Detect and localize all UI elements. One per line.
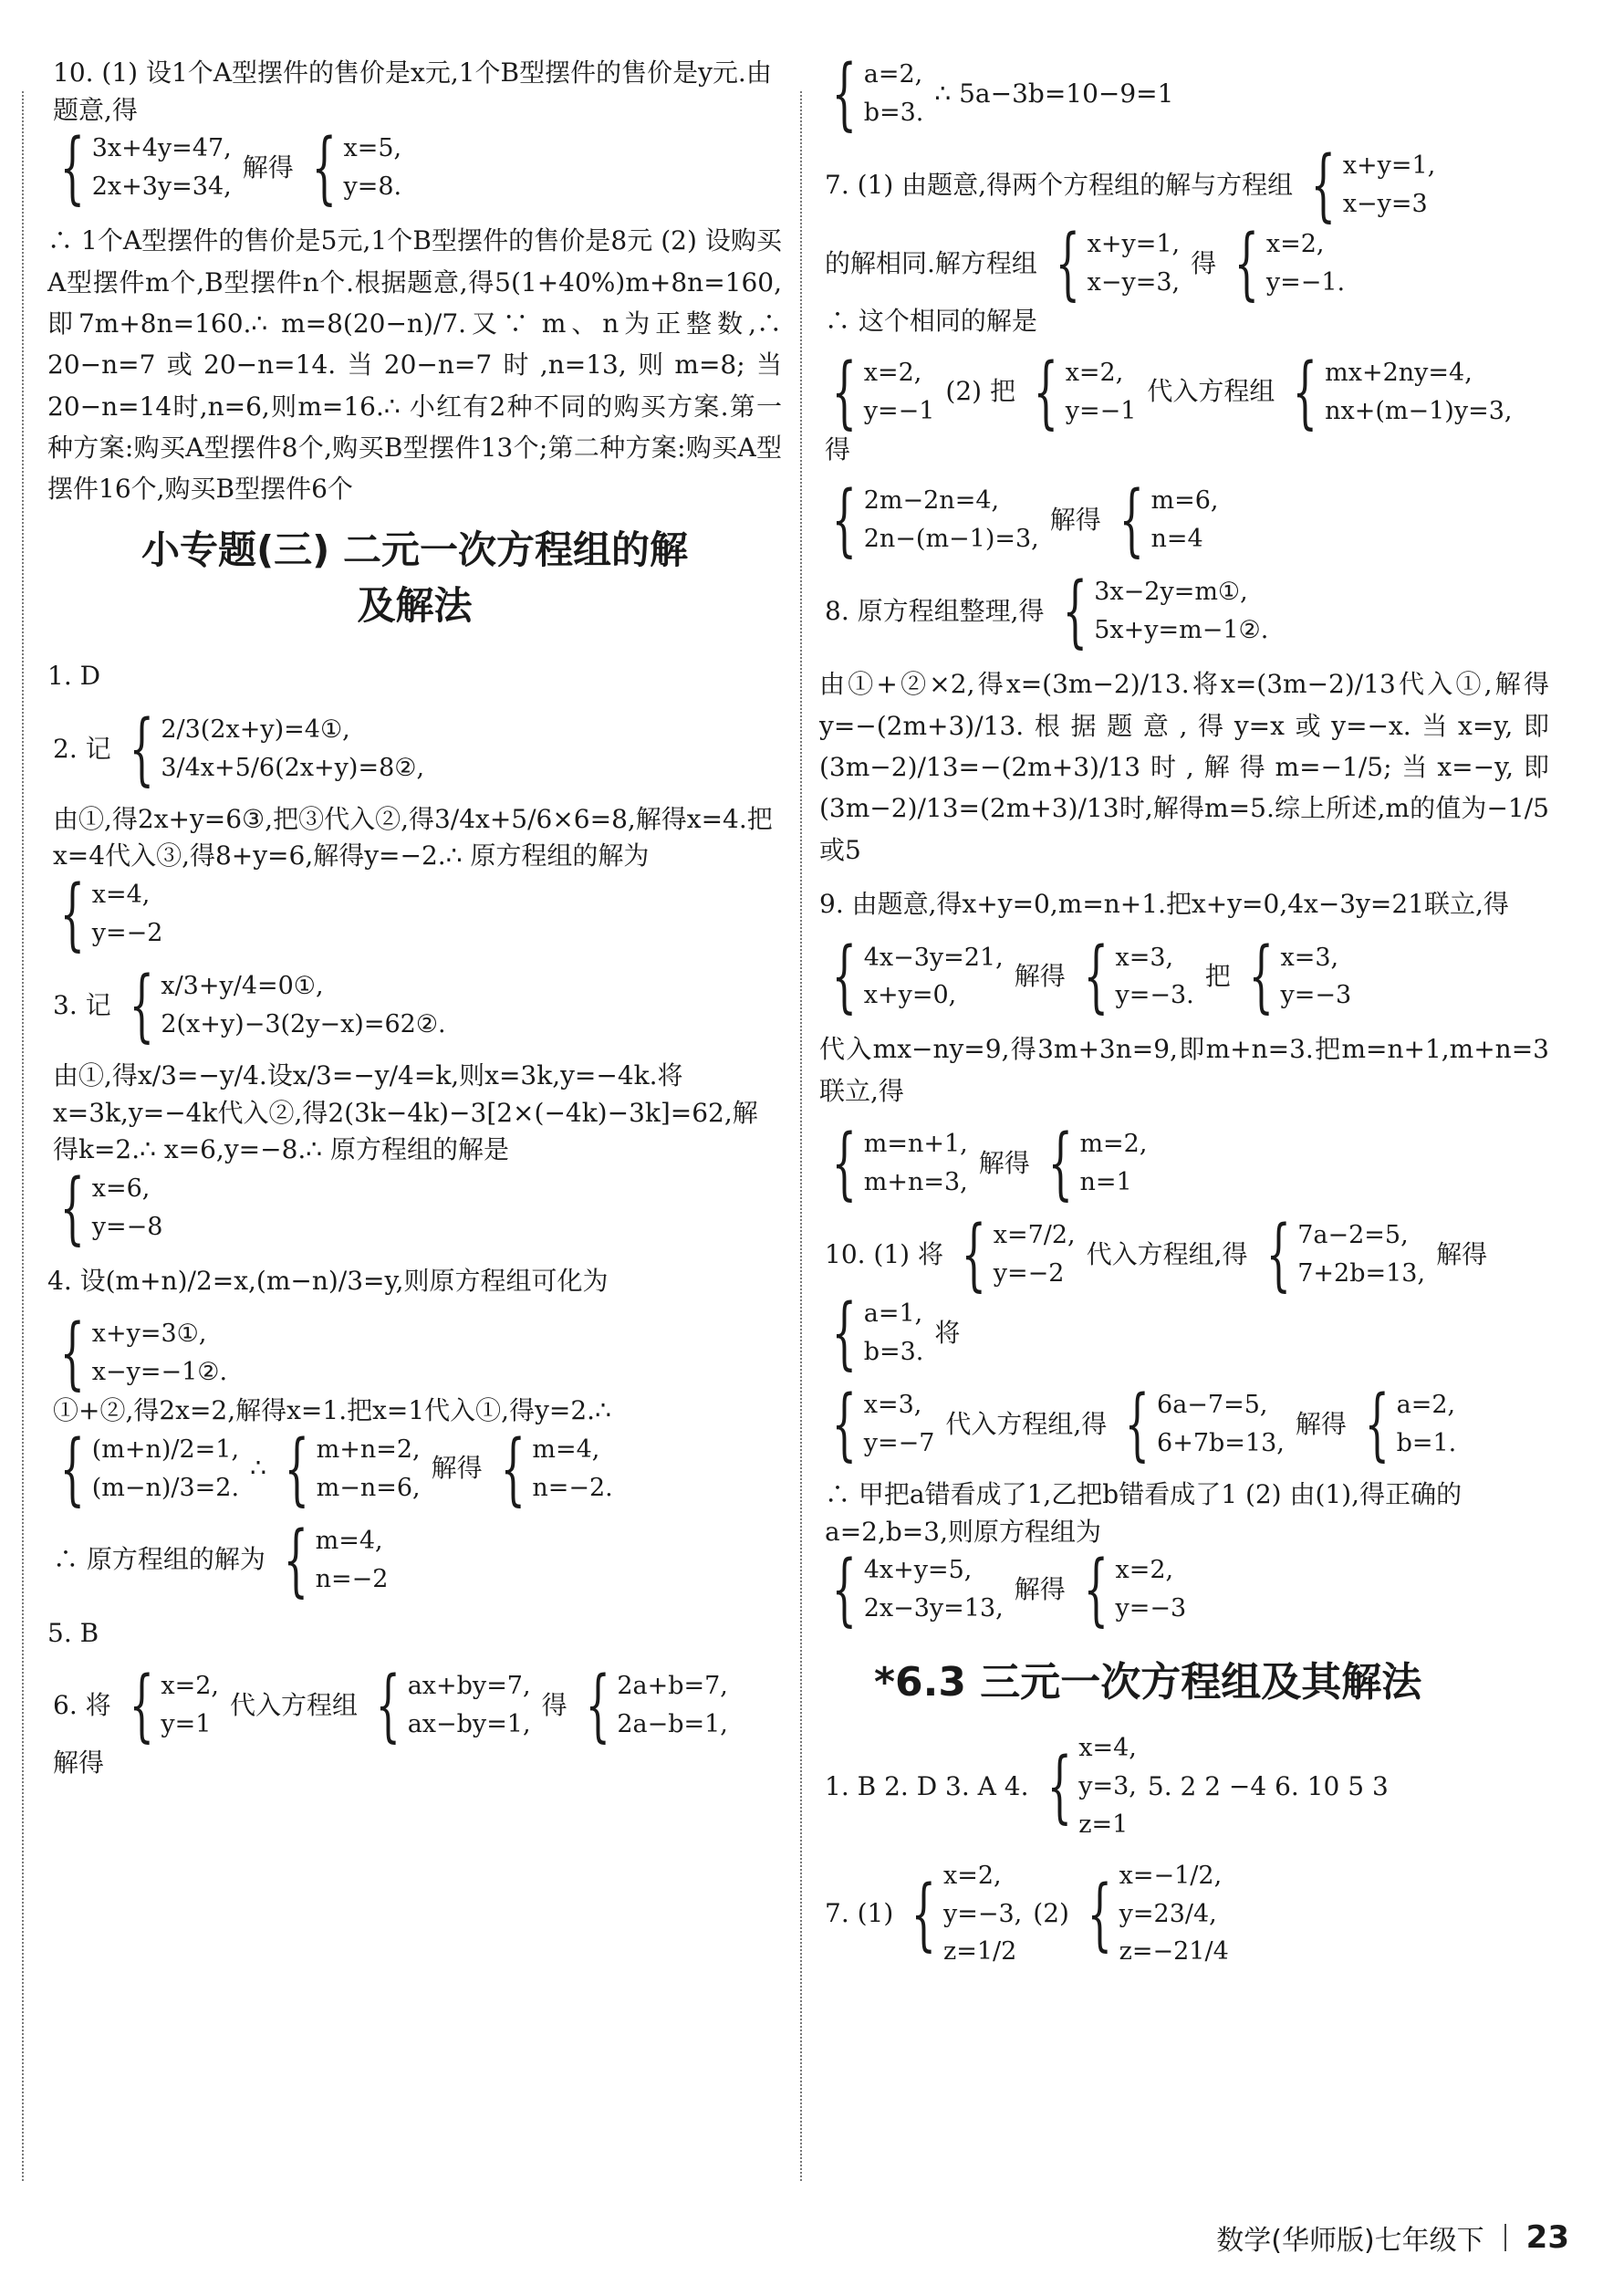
equation-solution: { x=−1/2, y=23/4, z=−21/4 — [1087, 1861, 1229, 1967]
section-title: 小专题(三) 二元一次方程组的解 及解法 — [141, 527, 688, 628]
equation-system: { 4x+y=5, 2x−3y=13, — [831, 1544, 1004, 1636]
equation-system: { x=2, y=−1 — [1033, 346, 1137, 438]
answer-2: 2. 记 { 2/3(2x+y)=4①, 3/4x+5/6(2x+y)=8②, — [53, 703, 425, 795]
equation-system: { ax+by=7, ax−by=1, — [375, 1660, 531, 1752]
answer-9-cont: 代入mx−ny=9,得3m+3n=9,即m+n=3.把m=n+1,m+n=3联立,得 — [819, 1034, 1549, 1106]
answer-8-body: 由①+②×2,得x=(3m−2)/13.将x=(3m−2)/13代入①,解得y=−(2m+3)/13.根据题意,得y=x或y=−x.当x=y,即(3m−2)/13=−(2m+3)/13时,解得m=−1/5;当x=−y,即(3m−2)/13=(2m+3)/13时,解得m=5.综上所述,m的值为−1/5或5 — [819, 669, 1549, 865]
equation-system: { x=2, y=1 — [129, 1660, 219, 1752]
answer-7: 7. (1) 由题意,得两个方程组的解与方程组 { x+y=1, x−y=3 的解相同.解方程组 { x+y=1, x−y=3, 得 { x=2, y=−1. ∴ 这个相同的解是 — [825, 140, 1436, 336]
section-title-6-3: *6.3 三元一次方程组及其解法 — [874, 1659, 1422, 1706]
equation-solution: { x=2, y=−3 — [1083, 1544, 1187, 1636]
answer-7-part3: { 2m−2n=4, 2n−(m−1)=3, 解得 { m=6, n=4 — [819, 481, 1549, 559]
answer-3: 3. 记 { x/3+y/4=0①, 2(x+y)−3(2y−x)=62②. — [53, 960, 446, 1052]
answer-7-part2: { x=2, y=−1 (2) 把 { x=2, y=−1 代入方程组 { mx+2ny=4, nx+(m−1)y=3, 得 — [825, 346, 1513, 464]
answer-4-intro: 4. 设(m+n)/2=x,(m−n)/3=y,则原方程组可化为 — [47, 1265, 609, 1296]
answer-9-intro: 9. 由题意,得x+y=0,m=n+1.把x+y=0,4x−3y=21联立,得 — [819, 888, 1509, 919]
equation-solution: { x=3, y=−3 — [1248, 931, 1352, 1023]
equation-solution: { x=6, y=−8 — [59, 1162, 163, 1254]
answer-6: 6. 将 { x=2, y=1 代入方程组 { ax+by=7, ax−by=1, 得 { 2a+b=7, 2a−b=1, 解得 — [53, 1660, 728, 1779]
answer-10-part3: ∴ 甲把a错看成了1,乙把b错看成了1 (2) 由(1),得正确的a=2,b=3,则原方程组为 { 4x+y=5, 2x−3y=13, 解得 { x=2, y=−3 — [825, 1479, 1463, 1636]
answer-10: 10. (1) 设1个A型摆件的售价是x元,1个B型摆件的售价是y元.由题意,得 { 3x+4y=47, 2x+3y=34, 解得 { x=5, y=8. — [47, 55, 782, 207]
left-column — [47, 55, 782, 1795]
answer-10-part2: { x=3, y=−7 代入方程组,得 { 6a−7=5, 6+7b=13, 解得 { a=2, b=1. — [819, 1385, 1549, 1464]
equation-solution: { a=1, b=3. — [831, 1288, 924, 1380]
equation-solution: { a=2, b=1. — [1364, 1379, 1457, 1471]
equation-system: { m+n=2, m−n=6, — [284, 1423, 421, 1515]
section2-answer-7: 7. (1) { x=2, y=−3, z=1/2 (2) { x=−1/2, y=23/4, z=−21/4 — [819, 1857, 1549, 1972]
equation-system: { 2/3(2x+y)=4①, 3/4x+5/6(2x+y)=8②, — [129, 703, 425, 795]
answer-1: 1. D — [47, 661, 101, 692]
answer-4-result: ∴ 原方程组的解为 { m=4, n=−2 — [53, 1514, 389, 1606]
answer-2-body: 由①,得2x+y=6③,把③代入②,得3/4x+5/6×6=8,解得x=4.把x=4代入③,得8+y=6,解得y=−2.∴ 原方程组的解为 { x=4, y=−2 — [53, 803, 773, 961]
equation-solution: { m=6, n=4 — [1119, 475, 1219, 567]
answer-5: 5. B — [47, 1617, 99, 1648]
equation-solution: { x=3, y=−3. — [1083, 931, 1194, 1023]
equation-system: { x+y=3①, x−y=−1②. — [59, 1308, 228, 1400]
answer-8: 8. 原方程组整理,得 { 3x−2y=m①, 5x+y=m−1②. — [825, 566, 1269, 658]
equation-solution: { x=2, y=−1. — [1234, 218, 1346, 309]
answer-6-continued: { a=2, b=3. ∴ 5a−3b=10−9=1 — [819, 55, 1549, 133]
page-number: 23 — [1525, 2219, 1569, 2256]
equation-system: { 3x−2y=m①, 5x+y=m−1②. — [1062, 566, 1269, 658]
equation-solution: { x=2, y=−1 — [831, 346, 935, 438]
equation-system: { 6a−7=5, 6+7b=13, — [1124, 1379, 1285, 1471]
right-column — [819, 48, 1549, 1984]
equation-system: { mx+2ny=4, nx+(m−1)y=3, — [1293, 346, 1513, 438]
equation-system: { 7a−2=5, 7+2b=13, — [1265, 1209, 1426, 1301]
column-divider-dotted-rule — [800, 91, 802, 2181]
equation-system: { x/3+y/4=0①, 2(x+y)−3(2y−x)=62②. — [129, 960, 446, 1052]
answer-9-result: { m=n+1, m+n=3, 解得 { m=2, n=1 — [819, 1124, 1549, 1203]
equation-system: { 3x+4y=47, 2x+3y=34, — [59, 122, 232, 214]
answer-3-body: 由①,得x/3=−y/4.设x/3=−y/4=k,则x=3k,y=−4k.将x=3k,y=−4k代入②,得2(3k−4k)−3[2×(−4k)−3k]=62,解得k=2.∴ x=6,y=−8.∴ 原方程组的解是 { x=6, y=−8 — [53, 1060, 758, 1254]
equation-solution: { a=2, b=3. — [831, 48, 924, 140]
equation-solution: { x=2, y=−3, z=1/2 — [911, 1861, 1023, 1967]
answer-10: 10. (1) 将 { x=7/2, y=−2 代入方程组,得 { 7a−2=5, 7+2b=13, 解得 { a=1, b=3. 将 — [825, 1209, 1488, 1380]
left-margin-dotted-rule — [22, 91, 24, 2181]
equation-solution: { x=4, y=−2 — [59, 869, 163, 961]
equation-solution: { x=5, y=8. — [311, 122, 402, 214]
equation-system: { 2a+b=7, 2a−b=1, — [585, 1660, 728, 1752]
footer-subject: 数学(华师版)七年级下 — [1216, 2225, 1484, 2257]
answer-10-body: ∴ 1个A型摆件的售价是5元,1个B型摆件的售价是8元 (2) 设购买A型摆件m个,B型摆件n个.根据题意,得5(1+40%)m+8n=160,即7m+8n=160.∴ m=8(20−n)/7.又∵ m、n为正整数,∴ 20−n=7或20−n=14.当20−n=7时,n=13,则m=8;当20−n=14时,n=6,则m=16.∴ 小红有2种不同的购买方案.第一种方案:购买A型摆件8个,购买B型摆件13个;第二种方案:购买A型摆件16个,购买B型摆件6个 — [47, 225, 782, 505]
page-footer — [1216, 2217, 1569, 2258]
equation-system: { m=n+1, m+n=3, — [831, 1118, 968, 1210]
equation-system: { x=7/2, y=−2 — [961, 1209, 1076, 1301]
equation-solution: { m=4, n=−2. — [500, 1423, 613, 1515]
equation-system: { 2m−2n=4, 2n−(m−1)=3, — [831, 475, 1039, 567]
answer-4-body: { x+y=3①, x−y=−1②. ①+②,得2x=2,解得x=1.把x=1代入①,得y=2.∴ { (m+n)/2=1, (m−n)/3=2. ∴ { m+n=2, m−n=6, 解得 { m=4, n=−2. — [53, 1308, 613, 1515]
equation-system: { x=3, y=−7 — [831, 1379, 935, 1471]
equation-system: { 4x−3y=21, x+y=0, — [831, 931, 1004, 1023]
equation-solution: { m=4, n=−2 — [283, 1514, 389, 1606]
equation-system: { x+y=1, x−y=3 — [1310, 140, 1436, 231]
answer-9-body: { 4x−3y=21, x+y=0, 解得 { x=3, y=−3. 把 { x=3, y=−3 — [819, 937, 1549, 1016]
equation-system: { x+y=1, x−y=3, — [1055, 218, 1181, 309]
answer-10-intro: 10. (1) 设1个A型摆件的售价是x元,1个B型摆件的售价是y元.由题意,得 — [53, 57, 772, 125]
equation-solution: { m=2, n=1 — [1047, 1118, 1148, 1210]
footer-divider — [1504, 2224, 1506, 2251]
equation-solution: { x=4, y=3, z=1 — [1046, 1734, 1137, 1839]
equation-system: { (m+n)/2=1, (m−n)/3=2. — [59, 1423, 240, 1515]
section2-answers-1-6: 1. B 2. D 3. A 4. { x=4, y=3, z=1 5. 2 2 −4 6. 10 5 3 — [819, 1729, 1549, 1844]
